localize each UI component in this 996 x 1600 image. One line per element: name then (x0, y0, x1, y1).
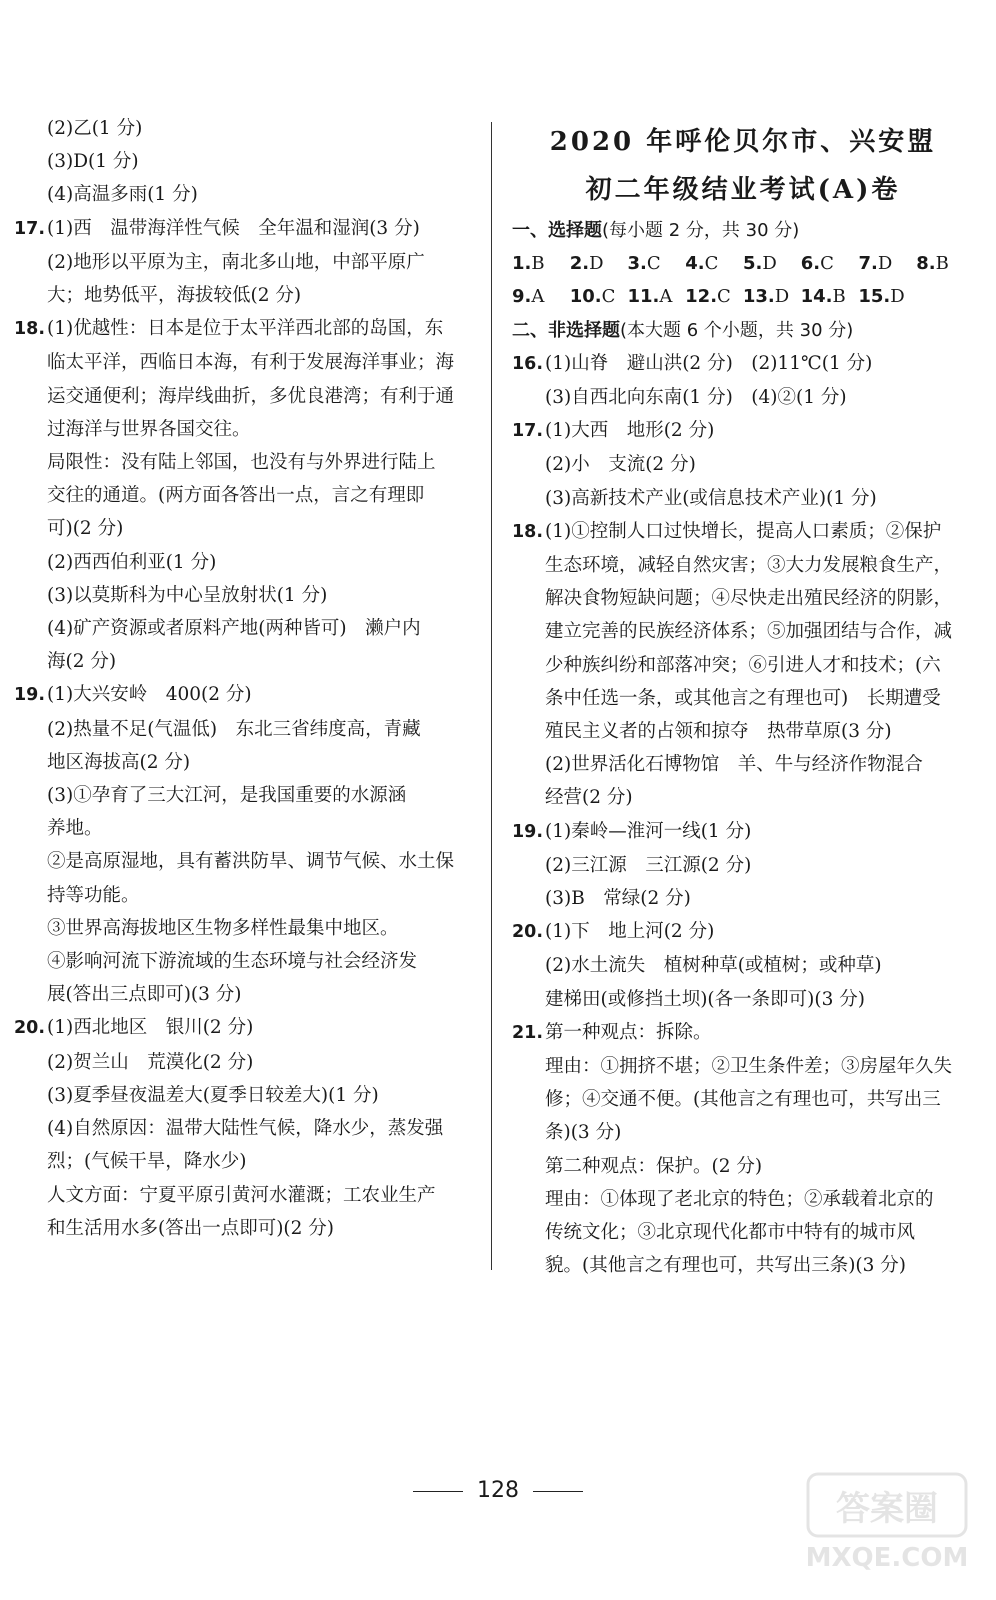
section-label: 一、选择题 (512, 220, 602, 241)
answer-text: (4)自然原因：温带大陆性气候，降水少，蒸发强 (47, 1118, 444, 1140)
answer-line (14, 912, 474, 945)
answer-line (512, 1116, 974, 1149)
answer-line (512, 1083, 974, 1116)
mc-choice: B (832, 286, 846, 308)
mc-question-number: 14. (800, 286, 833, 308)
answer-line (14, 446, 474, 479)
answer-text: (4)高温多雨(1 分) (47, 184, 198, 206)
answer-line (512, 448, 974, 481)
answer-text: 理由：①体现了老北京的特色；②承载着北京的 (545, 1188, 934, 1210)
mc-answer (570, 247, 628, 280)
answer-line (512, 1216, 974, 1249)
question-number: 19. (14, 685, 46, 706)
page-number: 128 (477, 1478, 519, 1503)
answer-line (14, 746, 474, 779)
answer-line (512, 515, 974, 549)
mc-question-number: 2. (569, 253, 590, 275)
answer-text: 可)(2 分) (47, 518, 124, 540)
answer-line (14, 978, 474, 1011)
svg-text:答案圈: 答案圈 (836, 1489, 938, 1529)
answer-line (512, 582, 974, 615)
mc-question-number: 6. (800, 253, 821, 275)
answer-text: 条)(3 分) (545, 1122, 622, 1144)
answer-line (512, 482, 974, 515)
mc-question-number: 13. (742, 286, 775, 308)
answer-text: 解决食物短缺问题；④尽快走出殖民经济的阴影， (545, 588, 953, 610)
answer-text: (3)D(1 分) (47, 151, 139, 173)
mc-choice: B (531, 253, 545, 275)
answer-line (512, 549, 974, 582)
answer-line (14, 779, 474, 812)
question-number: 21. (512, 1022, 544, 1043)
answer-text: (1)大西 地形(2 分) (545, 420, 715, 442)
mc-question-number: 1. (512, 253, 532, 275)
answer-text: 少种族纠纷和部落冲突；⑥引进人才和技术；(六 (545, 654, 941, 676)
section-note: (本大题 6 个小题，共 30 分) (620, 319, 854, 341)
mc-question-number: 9. (512, 286, 532, 308)
watermark-logo (802, 1468, 972, 1578)
mc-question-number: 10. (569, 286, 602, 308)
answer-text: 建立完善的民族经济体系；⑤加强团结与合作，减 (545, 621, 953, 643)
answer-text: ③世界高海拔地区生物多样性最集中地区。 (47, 917, 399, 939)
answer-line (14, 112, 474, 145)
answer-text: (2)热量不足(气温低) 东北三省纬度高，青藏 (47, 718, 421, 740)
answer-line (14, 413, 474, 446)
mc-answer (801, 280, 859, 313)
mc-question-number: 12. (685, 286, 718, 308)
question-number: 16. (512, 353, 544, 374)
right-column (512, 112, 974, 1283)
answer-line (14, 612, 474, 645)
mc-question-number: 8. (916, 253, 936, 275)
answer-line (14, 145, 474, 178)
mc-choice: C (717, 286, 731, 308)
answer-line (14, 879, 474, 912)
answer-line (14, 1011, 474, 1045)
answer-text: 交往的通道。(两方面各答出一点，言之有理即 (47, 485, 425, 507)
mc-answer (743, 280, 801, 313)
answer-line (512, 1050, 974, 1083)
answer-text: ②是高原湿地，具有蓄洪防旱、调节气候、水土保 (47, 851, 455, 873)
mc-answer (512, 247, 570, 280)
answer-text: 局限性：没有陆上邻国，也没有与外界进行陆上 (47, 452, 436, 474)
answer-text: 养地。 (47, 818, 103, 840)
answer-line (512, 781, 974, 814)
answer-text: (1)①控制人口过快增长，提高人口素质；②保护 (545, 520, 942, 542)
answer-text: 生态环境，减轻自然灾害；③大力发展粮食生产， (545, 555, 953, 577)
mc-choice: B (935, 253, 949, 275)
answer-text: (3)①孕育了三大江河，是我国重要的水源涵 (47, 785, 407, 807)
answer-line (512, 649, 974, 682)
section-multiple-choice-heading (512, 214, 974, 247)
answer-line (14, 212, 474, 246)
answer-line (14, 279, 474, 312)
mc-answer (801, 247, 859, 280)
mc-answer (743, 247, 801, 280)
answer-text: (3)夏季昼夜温差大(夏季日较差大)(1 分) (47, 1084, 379, 1106)
question-number: 17. (14, 218, 46, 239)
answer-line (512, 715, 974, 748)
answer-line (14, 678, 474, 712)
answer-line (14, 312, 474, 346)
answer-line (14, 479, 474, 512)
answer-text: 过海洋与世界各国交往。 (47, 418, 251, 440)
answer-text: 运交通便利；海岸线曲折，多优良港湾；有利于通 (47, 385, 455, 407)
answer-line (512, 381, 974, 414)
mc-answers-row-2 (512, 280, 974, 313)
free-response-answers (512, 347, 974, 1283)
column-divider (491, 122, 492, 1270)
mc-question-number: 3. (627, 253, 647, 275)
question-number: 19. (512, 821, 544, 842)
left-column (14, 112, 474, 1245)
mc-choice: D (762, 253, 777, 275)
answer-line (512, 1150, 974, 1183)
answer-text: 理由：①拥挤不堪；②卫生条件差；③房屋年久失 (545, 1056, 953, 1078)
section-label: 二、非选择题 (512, 319, 620, 341)
answer-line (14, 713, 474, 746)
answer-line (14, 546, 474, 579)
answer-line (512, 347, 974, 381)
mc-answer (628, 247, 686, 280)
question-number: 18. (14, 319, 46, 340)
answer-line (14, 579, 474, 612)
answer-line (512, 615, 974, 648)
mc-choice: C (601, 286, 616, 308)
answer-text: 地区海拔高(2 分) (47, 751, 191, 773)
answer-line (512, 949, 974, 982)
mc-choice: D (774, 286, 790, 308)
answer-line (512, 1249, 974, 1282)
footer-rule-right (533, 1491, 583, 1492)
answer-text: (3)以莫斯科为中心呈放射状(1 分) (47, 584, 328, 606)
mc-answer (627, 280, 685, 313)
mc-choice: A (531, 286, 545, 308)
mc-answer (570, 280, 628, 313)
answer-line (512, 414, 974, 448)
answer-line (14, 812, 474, 845)
mc-answer (858, 280, 916, 313)
mc-choice: C (646, 253, 661, 275)
mc-answers-row-1 (512, 247, 974, 280)
question-number: 20. (14, 1018, 46, 1039)
answer-text: (4)矿产资源或者原料产地(两种皆可) 濑户内 (47, 618, 421, 640)
answer-text: 烈；(气候干旱，降水少) (47, 1151, 247, 1173)
answer-text: ④影响河流下游流域的生态环境与社会经济发 (47, 951, 418, 973)
answer-text: 修；④交通不便。(其他言之有理也可，共写出三 (545, 1089, 941, 1111)
answer-text: (1)优越性：日本是位于太平洋西北部的岛国，东 (47, 318, 444, 340)
answer-line (512, 748, 974, 781)
answer-text: (2)乙(1 分) (47, 118, 143, 139)
footer-rule-left (413, 1491, 463, 1492)
section-note: (每小题 2 分，共 30 分) (602, 220, 800, 241)
answer-line (512, 849, 974, 882)
answer-line (14, 1145, 474, 1178)
answer-text: 人文方面：宁夏平原引黄河水灌溉；工农业生产 (47, 1184, 436, 1206)
mc-choice: A (659, 286, 673, 308)
answer-text: (2)世界活化石博物馆 羊、牛与经济作物混合 (545, 754, 923, 776)
answer-text: 第二种观点：保护。(2 分) (545, 1155, 763, 1177)
svg-text:MXQE.COM: MXQE.COM (805, 1543, 969, 1573)
answer-line (512, 915, 974, 949)
answer-text: (1)下 地上河(2 分) (545, 921, 715, 943)
question-number: 17. (512, 421, 544, 442)
exam-title-line2: 初二年级结业考试(A)卷 (585, 175, 901, 205)
mc-choice: D (890, 286, 905, 308)
mc-choice: C (704, 253, 719, 275)
answer-text: 展(答出三点即可)(3 分) (47, 984, 242, 1006)
mc-choice: D (877, 253, 893, 275)
answer-text: 传统文化；③北京现代化都市中特有的城市风 (545, 1222, 916, 1244)
answer-text: 持等功能。 (47, 884, 140, 906)
answer-line (512, 1016, 974, 1050)
answer-line (512, 1183, 974, 1216)
exam-title-line1: 2020 年呼伦贝尔市、兴安盟 (549, 127, 937, 157)
section-free-response-heading (512, 314, 974, 347)
mc-answer (859, 247, 917, 280)
mc-answer (685, 247, 743, 280)
mc-answer (916, 247, 974, 280)
answer-text: 条中任选一条，或其他言之有理也可) 长期遭受 (545, 687, 941, 709)
answer-line (14, 246, 474, 279)
answer-line (14, 645, 474, 678)
mc-choice: D (589, 253, 604, 275)
mc-question-number: 11. (627, 286, 660, 308)
answer-line (14, 1212, 474, 1245)
answer-text: (3)高新技术产业(或信息技术产业)(1 分) (545, 487, 877, 509)
question-number: 20. (512, 922, 544, 943)
answer-line (14, 178, 474, 211)
mc-choice: C (820, 253, 834, 275)
answer-line (14, 1179, 474, 1212)
answer-text: 海(2 分) (47, 651, 117, 673)
answer-line (14, 1112, 474, 1145)
answer-line (14, 512, 474, 545)
mc-question-number: 5. (743, 253, 763, 275)
answer-text: (2)三江源 三江源(2 分) (545, 854, 752, 876)
mc-answer (685, 280, 743, 313)
question-number: 18. (512, 521, 544, 542)
answer-line (512, 983, 974, 1016)
answer-text: (1)西北地区 银川(2 分) (47, 1017, 254, 1039)
answer-text: (2)贺兰山 荒漠化(2 分) (47, 1051, 254, 1073)
answer-line (14, 380, 474, 413)
mc-answer (512, 280, 570, 313)
answer-text: (2)小 支流(2 分) (545, 454, 696, 476)
mc-question-number: 7. (858, 253, 878, 275)
answer-line (14, 1079, 474, 1112)
answer-line (512, 682, 974, 715)
answer-text: (1)西 温带海洋性气候 全年温和湿润(3 分) (47, 217, 420, 239)
answer-text: 大；地势低平，海拔较低(2 分) (47, 285, 302, 307)
answer-text: (1)秦岭—淮河一线(1 分) (545, 820, 752, 842)
answer-text: (2)西西伯利亚(1 分) (47, 551, 217, 573)
answer-text: (3)B 常绿(2 分) (545, 888, 691, 910)
answer-text: (2)地形以平原为主，南北多山地，中部平原广 (47, 251, 425, 273)
answer-line (512, 882, 974, 915)
answer-text: (1)山脊 避山洪(2 分) (2)11℃(1 分) (545, 352, 873, 374)
answer-line (14, 945, 474, 978)
mc-question-number: 4. (685, 253, 705, 275)
answer-text: (2)水土流失 植树种草(或植树；或种草) (545, 955, 882, 977)
answer-text: 第一种观点：拆除。 (545, 1021, 712, 1043)
answer-text: 和生活用水多(答出一点即可)(2 分) (47, 1217, 335, 1239)
mc-question-number: 15. (858, 286, 891, 308)
answer-line (512, 815, 974, 849)
answer-text: 殖民主义者的占领和掠夺 热带草原(3 分) (545, 721, 892, 743)
answer-line (14, 1046, 474, 1079)
answer-text: (1)大兴安岭 400(2 分) (47, 684, 252, 706)
answer-text: 经营(2 分) (545, 787, 633, 809)
answer-line (14, 346, 474, 379)
answer-text: 建梯田(或修挡土坝)(各一条即可)(3 分) (545, 988, 865, 1010)
answer-text: 貌。(其他言之有理也可，共写出三条)(3 分) (545, 1255, 907, 1277)
answer-text: (3)自西北向东南(1 分) (4)②(1 分) (545, 387, 847, 409)
answer-text: 临太平洋，西临日本海，有利于发展海洋事业；海 (47, 352, 455, 374)
answer-line (14, 845, 474, 878)
